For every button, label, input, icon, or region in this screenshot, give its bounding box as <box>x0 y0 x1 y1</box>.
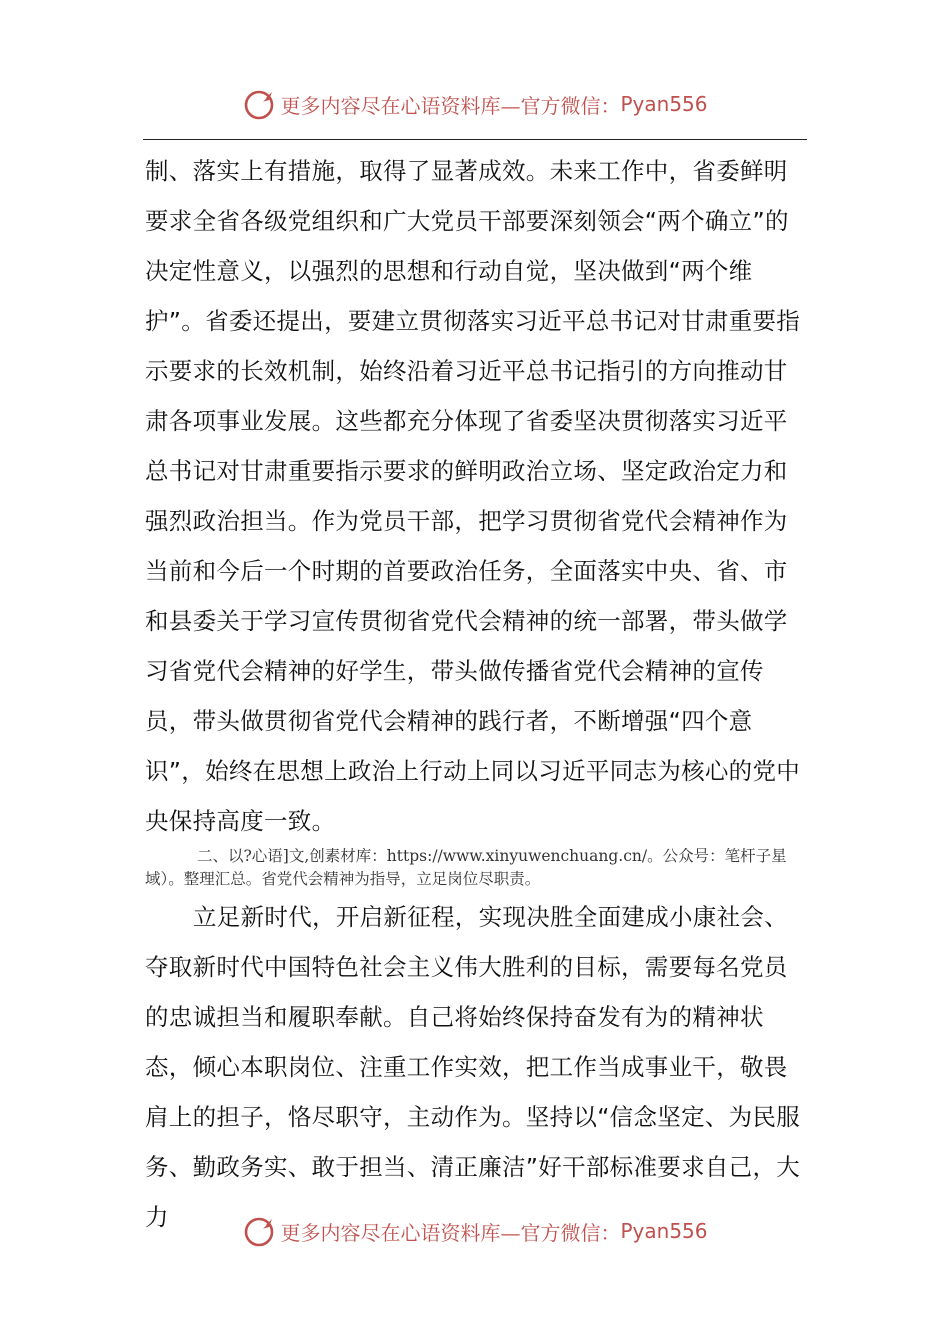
quill-logo-icon <box>242 1213 278 1249</box>
footer-banner-contact: Pyan556 <box>620 1219 708 1243</box>
body-paragraph-2: 立足新时代，开启新征程，实现决胜全面建成小康社会、夺取新时代中国特色社会主义伟大胜利的目标，需要每名党员的忠诚担当和履职奉献。自己将始终保持奋发有为的精神状态，倾心本职岗位、注重工作实效，把工作当成事业干，敬畏肩上的担子，恪尽职守，主动作为。坚持以“信念坚定、为民服务、勤政务实、敢于担当、清正廉洁”好干部标准要求自己，大力 <box>145 903 801 1231</box>
footer-banner-text: 更多内容尽在心语资料库—官方微信： <box>280 1220 621 1245</box>
body-paragraph-1: 制、落实上有措施，取得了显著成效。未来工作中，省委鲜明要求全省各级党组织和广大党员干部要深刻领会“两个确立”的决定性意义，以强烈的思想和行动自觉，坚决做到“两个维护”。省委还提出，要建立贯彻落实习近平总书记对甘肃重要指示要求的长效机制，始终沿着习近平总书记指引的方向推动甘肃各项事业发展。这些都充分体现了省委坚决贯彻落实习近平总书记对甘肃重要指示要求的鲜明政治立场、坚定政治定力和强烈政治担当。作为党员干部，把学习贯彻省党代会精神作为当前和今后一个时期的首要政治任务，全面落实中央、省、市和县委关于学习宣传贯彻省党代会精神的统一部署，带头做学习省党代会精神的好学生，带头做传播省党代会精神的宣传员，带头做贯彻省党代会精神的践行者，不断增强“四个意识”，始终在思想上政治上行动上同以习近平同志为核心的党中央保持高度一致。 <box>145 157 801 835</box>
section-heading-note: 二、以?心语]文,创素材库：https://www.xinyuwenchuang.cn/。公众号：笔杆子星域）。整理汇总。省党代会精神为指导，立足岗位尽职责。 <box>145 847 787 888</box>
header-divider <box>143 139 807 140</box>
footer-banner <box>0 1211 950 1251</box>
header-banner-contact: Pyan556 <box>620 92 708 116</box>
header-banner <box>0 84 950 124</box>
quill-logo-icon <box>242 86 278 122</box>
header-banner-text: 更多内容尽在心语资料库—官方微信： <box>280 93 621 118</box>
